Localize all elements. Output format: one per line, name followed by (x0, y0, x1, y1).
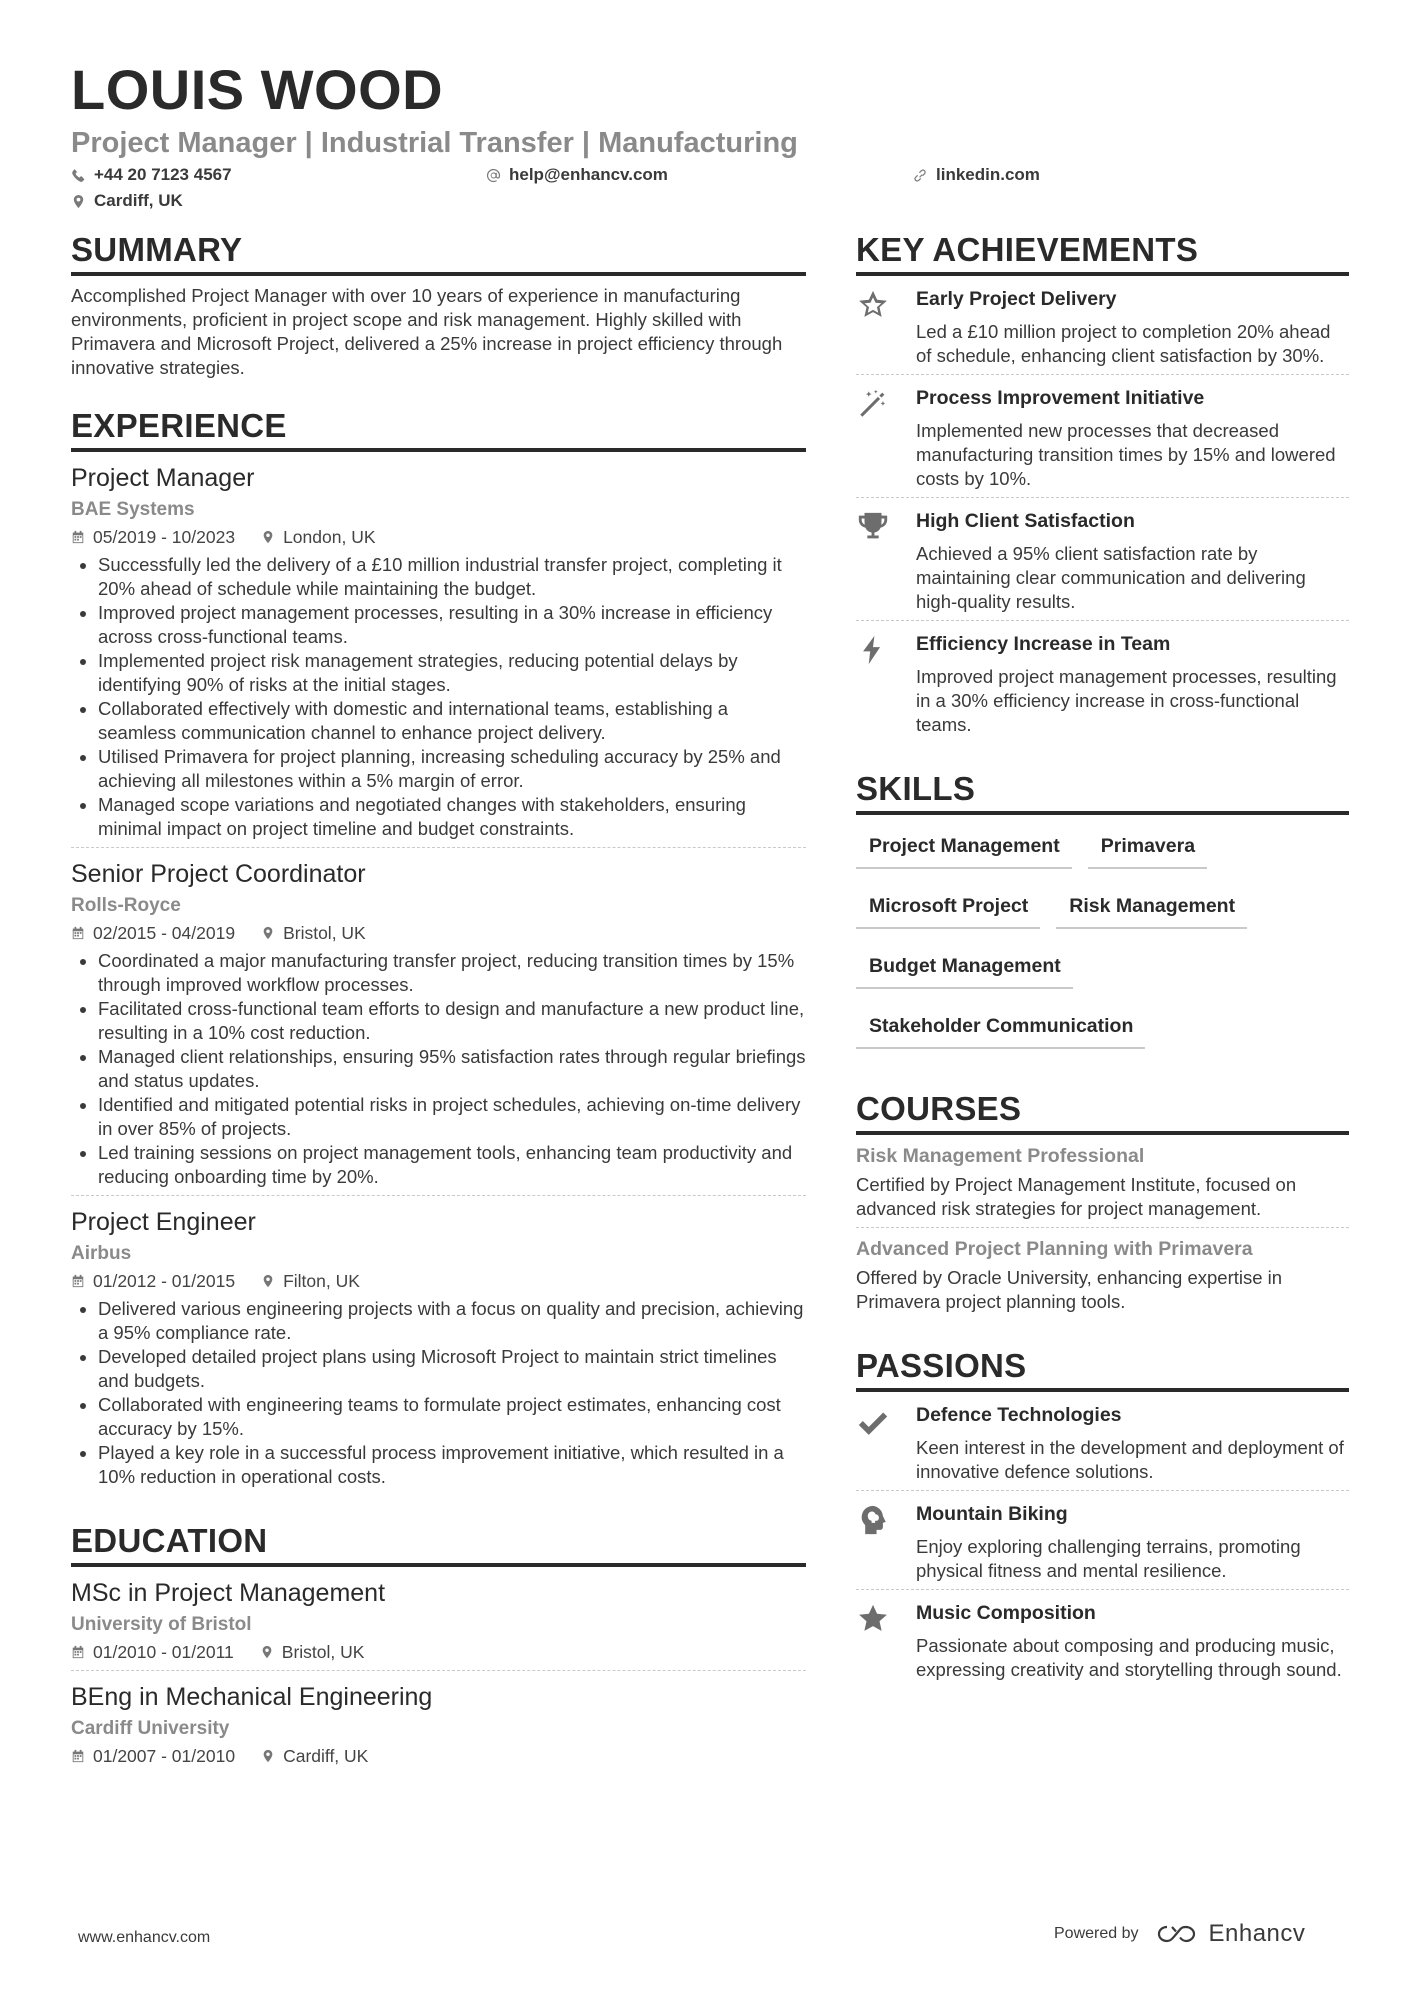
contact-linkedin[interactable] (913, 162, 1040, 188)
company-name: BAE Systems (71, 499, 195, 520)
job-bullet: • Managed client relationships, ensuring 95% satisfaction rates through regular briefings and status updates. (98, 1045, 806, 1093)
footer-branding (1054, 1920, 1305, 1948)
experience-entry (71, 848, 806, 1196)
item-title: Process Improvement Initiative (916, 387, 1205, 409)
star-outline-icon (856, 286, 890, 322)
experience-entry (71, 1196, 806, 1495)
summary-text: Accomplished Project Manager with over 10 years of experience in manufacturing environments, proficient in project scope and risk management. Highly skilled with Primavera and Microsoft Project, delivered a 25% increase in project efficiency through innovative strategies. (71, 285, 783, 378)
phone-text: +44 20 7123 4567 (94, 165, 232, 184)
item-icon-wrap (856, 1402, 916, 1484)
head-brain-icon (856, 1501, 890, 1537)
degree-title: MSc in Project Management (71, 1579, 386, 1607)
item-icon-wrap (856, 385, 916, 491)
job-location-text: Bristol, UK (283, 923, 366, 943)
item-icon-wrap (856, 1600, 916, 1682)
job-bullets (71, 553, 806, 841)
passions-item (856, 1491, 1349, 1590)
item-description: Keen interest in the development and deployment of innovative defence solutions. (916, 1437, 1344, 1482)
item-body (916, 1600, 1349, 1682)
experience-list (71, 452, 806, 1495)
brand-logo (1155, 1920, 1306, 1948)
job-bullet: • Collaborated with engineering teams to formulate project estimates, enhancing cost accuracy by 15%. (98, 1393, 806, 1441)
courses-section (856, 1089, 1349, 1320)
item-icon-wrap (856, 286, 916, 368)
passions-item (856, 1590, 1349, 1688)
item-icon-wrap (856, 631, 916, 737)
passions-list (856, 1392, 1349, 1688)
education-location (261, 1744, 368, 1768)
education-dates (71, 1744, 235, 1768)
education-heading: EDUCATION (71, 1521, 806, 1567)
skills-list (856, 815, 1349, 1063)
education-list (71, 1567, 806, 1774)
job-bullet: • Played a key role in a successful process improvement initiative, which resulted in a 10% reduction in operational costs. (98, 1441, 806, 1489)
job-bullet: • Implemented project risk management strategies, reducing potential delays by identifying 90% of risks at the initial stages. (98, 649, 806, 697)
job-bullet: • Identified and mitigated potential risks in project schedules, achieving on-time delivery in over 85% of projects. (98, 1093, 806, 1141)
location-text: Cardiff, UK (94, 191, 183, 210)
job-title: Project Manager (71, 464, 255, 492)
headline: Project Manager | Industrial Transfer | Manufacturing (71, 127, 798, 159)
item-description: Led a £10 million project to completion 20% ahead of schedule, enhancing client satisfaction by 30%. (916, 321, 1331, 366)
passions-heading: PASSIONS (856, 1346, 1349, 1392)
skill-tag: Primavera (1088, 823, 1207, 869)
job-bullet: • Developed detailed project plans using Microsoft Project to maintain strict timelines and budgets. (98, 1345, 806, 1393)
job-location-text: London, UK (283, 527, 376, 547)
achievements-section (856, 230, 1349, 743)
course-item (856, 1228, 1349, 1320)
school-name: University of Bristol (71, 1614, 252, 1635)
job-location-text: Filton, UK (283, 1271, 360, 1291)
company-name: Rolls-Royce (71, 895, 181, 916)
courses-list (856, 1135, 1349, 1320)
job-dates (71, 1269, 235, 1293)
location-pin-icon (260, 1645, 274, 1659)
magic-wand-icon (856, 385, 890, 421)
passions-item (856, 1392, 1349, 1491)
calendar-icon (71, 926, 85, 940)
powered-by-text: Powered by (1054, 1925, 1139, 1942)
course-title: Risk Management Professional (856, 1145, 1145, 1167)
left-column (71, 230, 806, 1800)
summary-heading: SUMMARY (71, 230, 806, 276)
education-dates-text: 01/2010 - 01/2011 (93, 1642, 234, 1662)
job-bullets (71, 949, 806, 1189)
job-bullet: • Collaborated effectively with domestic and international teams, establishing a seamless communication channel to enhance project delivery. (98, 697, 806, 745)
education-location-text: Bristol, UK (281, 1642, 365, 1662)
checkmark-icon (856, 1402, 890, 1438)
experience-heading: EXPERIENCE (71, 406, 806, 452)
item-title: Music Composition (916, 1602, 1096, 1624)
education-entry (71, 1671, 806, 1774)
skills-heading: SKILLS (856, 769, 1349, 815)
brand-name: Enhancv (1208, 1920, 1306, 1947)
calendar-icon (71, 1749, 85, 1763)
course-title: Advanced Project Planning with Primavera (856, 1238, 1253, 1260)
item-title: Defence Technologies (916, 1404, 1122, 1426)
experience-entry (71, 452, 806, 848)
courses-heading: COURSES (856, 1089, 1349, 1135)
education-location-text: Cardiff, UK (283, 1746, 369, 1766)
linkedin-text: linkedin.com (936, 165, 1040, 184)
job-title: Senior Project Coordinator (71, 860, 366, 888)
job-bullet: • Facilitated cross-functional team efforts to design and manufacture a new product line, resulting in a 10% cost reduction. (98, 997, 806, 1045)
school-name: Cardiff University (71, 1718, 230, 1739)
lightning-icon (856, 631, 890, 667)
right-column (856, 230, 1349, 1714)
contact-phone (71, 162, 232, 188)
item-body (916, 631, 1349, 737)
item-description: Achieved a 95% client satisfaction rate by maintaining clear communication and delivering high-quality results. (916, 543, 1306, 612)
job-bullet: • Utilised Primavera for project planning, increasing scheduling accuracy by 25% and achieving all milestones within a 5% margin of error. (98, 745, 806, 793)
job-title: Project Engineer (71, 1208, 256, 1236)
item-body (916, 1501, 1349, 1583)
education-meta (71, 1640, 806, 1664)
job-bullet: • Led training sessions on project management tools, enhancing team productivity and reducing onboarding time by 20%. (98, 1141, 806, 1189)
job-bullet: • Managed scope variations and negotiated changes with stakeholders, ensuring minimal impact on project timeline and budget constraints. (98, 793, 806, 841)
skill-tag: Budget Management (856, 943, 1073, 989)
item-title: Early Project Delivery (916, 288, 1117, 310)
location-pin-icon (261, 1274, 275, 1288)
job-bullet: • Improved project management processes, resulting in a 30% increase in efficiency across cross-functional teams. (98, 601, 806, 649)
item-description: Implemented new processes that decreased manufacturing transition times by 15% and lowered costs by 10%. (916, 420, 1336, 489)
trophy-icon (856, 508, 890, 544)
enhancv-logo-icon (1155, 1923, 1201, 1945)
achievements-list (856, 276, 1349, 743)
location-pin-icon (71, 194, 86, 209)
achievements-item (856, 498, 1349, 621)
education-dates-text: 01/2007 - 01/2010 (93, 1746, 236, 1766)
item-body (916, 1402, 1349, 1484)
job-meta (71, 1269, 806, 1293)
job-dates-text: 01/2012 - 01/2015 (93, 1271, 236, 1291)
education-dates (71, 1640, 234, 1664)
achievements-item (856, 276, 1349, 375)
calendar-icon (71, 530, 85, 544)
achievements-item (856, 375, 1349, 498)
calendar-icon (71, 1645, 85, 1659)
item-description: Passionate about composing and producing music, expressing creativity and storytelling through sound. (916, 1635, 1342, 1680)
item-body (916, 286, 1349, 368)
footer-website[interactable]: www.enhancv.com (78, 1929, 211, 1946)
job-meta (71, 921, 806, 945)
course-description: Certified by Project Management Institute, focused on advanced risk strategies for project management. (856, 1174, 1297, 1219)
at-icon (486, 168, 501, 183)
education-section (71, 1521, 806, 1774)
skill-tag: Risk Management (1056, 883, 1247, 929)
achievements-heading: KEY ACHIEVEMENTS (856, 230, 1349, 276)
item-description: Improved project management processes, resulting in a 30% efficiency increase in cross-functional teams. (916, 666, 1337, 735)
location-pin-icon (261, 1749, 275, 1763)
summary-section (71, 230, 806, 380)
job-dates (71, 921, 235, 945)
company-name: Airbus (71, 1243, 132, 1264)
experience-section (71, 406, 806, 1495)
job-location (261, 921, 366, 945)
job-dates-text: 05/2019 - 10/2023 (93, 527, 236, 547)
job-dates (71, 525, 235, 549)
course-item (856, 1135, 1349, 1228)
job-bullet: • Successfully led the delivery of a £10 million industrial transfer project, completing it 20% ahead of schedule while maintaining the budget. (98, 553, 806, 601)
location-pin-icon (261, 926, 275, 940)
skill-tag: Stakeholder Communication (856, 1003, 1145, 1049)
item-icon-wrap (856, 1501, 916, 1583)
achievements-item (856, 621, 1349, 743)
location-pin-icon (261, 530, 275, 544)
job-location (261, 525, 375, 549)
contact-location (71, 188, 183, 214)
item-description: Enjoy exploring challenging terrains, promoting physical fitness and mental resilience. (916, 1536, 1301, 1581)
item-title: Mountain Biking (916, 1503, 1068, 1525)
email-text: help@enhancv.com (509, 165, 668, 184)
job-bullet: • Coordinated a major manufacturing transfer project, reducing transition times by 15% through improved workflow processes. (98, 949, 806, 997)
item-title: High Client Satisfaction (916, 510, 1135, 532)
degree-title: BEng in Mechanical Engineering (71, 1683, 433, 1711)
star-solid-icon (856, 1600, 890, 1636)
job-bullets (71, 1297, 806, 1489)
item-body (916, 385, 1349, 491)
passions-section (856, 1346, 1349, 1688)
job-bullet: • Delivered various engineering projects with a focus on quality and precision, achieving a 95% compliance rate. (98, 1297, 806, 1345)
job-meta (71, 525, 806, 549)
education-location (260, 1640, 365, 1664)
skill-tag: Microsoft Project (856, 883, 1040, 929)
candidate-name: LOUIS WOOD (71, 58, 444, 121)
course-description: Offered by Oracle University, enhancing expertise in Primavera project planning tools. (856, 1267, 1283, 1312)
resume-page (71, 58, 1349, 1766)
skills-section (856, 769, 1349, 1063)
calendar-icon (71, 1274, 85, 1288)
item-icon-wrap (856, 508, 916, 614)
job-location (261, 1269, 360, 1293)
skill-tag: Project Management (856, 823, 1072, 869)
education-entry (71, 1567, 806, 1671)
item-body (916, 508, 1349, 614)
education-meta (71, 1744, 806, 1768)
link-icon (913, 168, 928, 183)
contact-email[interactable] (486, 162, 668, 188)
item-title: Efficiency Increase in Team (916, 633, 1171, 655)
contact-bar (71, 162, 1349, 214)
job-dates-text: 02/2015 - 04/2019 (93, 923, 236, 943)
phone-icon (71, 168, 86, 183)
